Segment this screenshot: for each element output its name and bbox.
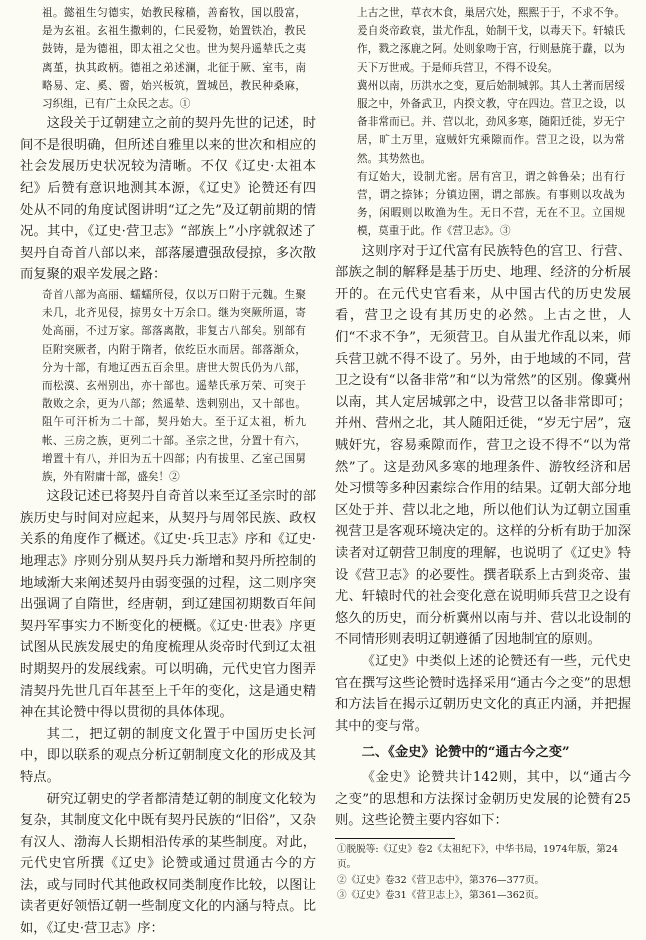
quote-jizhou-yinan: 冀州以南，历洪水之变，夏后始制城郭。其人土著而居绥服之中，外备武卫，内揆文教，守在四边。营卫之设，以备非常而已。并、营以北，劲风多寒，随阳迁徙，岁无宁居，旷土万里，寇贼奸宄乘隙而作。营卫之设，以为常然。其势然也。	[357, 79, 625, 165]
footnote-divider	[335, 838, 455, 839]
right-column	[335, 4, 631, 904]
footnote-1: ①脱脱等:《辽史》卷2《太祖纪下》，中华书局，1974年版，第24页。	[337, 844, 619, 871]
footnote-2: ②《辽史》卷32《营卫志中》，第376—377页。	[337, 874, 545, 886]
quote-taizu-ji: 祖。懿祖生匀德实，始教民稼穑，善畜牧，国以殷富，是为玄祖。玄祖生撒剌的，仁民爱物，始置铁冶，教民鼓铸，是为德祖，即太祖之父也。世为契丹遥辇氏之夷离堇，执其政柄。德祖之弟述澜，北征于厥、室韦，南略易、定、奚、霫，始兴板筑，置城邑，教民种桑麻，习织组，已有广土众民之志。①	[42, 7, 306, 111]
paragraph-xu-jieshi: 这则序对于辽代富有民族特色的宫卫、行营、部族之制的解释是基于历史、地理、经济的分析展开的。在元代史官看来，从中国古代的历史发展看，营卫之设有其历史的必然。上古之世，人们“不求不争”，无须营卫。自从蚩尤作乱以来，师兵营卫就不得不设了。另外，由于地域的不同，营卫之设有“以备非常”和“以为常然”的区别。像冀州以南，其人定居城郭之中，设营卫以备非常即可；并州、营州之北，其人随阳迁徙，“岁无宁居”，寇贼奸宄，容易乘隙而作，营卫之设不得不“以为常然”了。这是劲风多寒的地理条件、游牧经济和居处习惯等多种因素综合作用的结果。辽朝大部分地区处于并、营以北之地，所以他们认为辽朝立国重视营卫是客观环境决定的。这样的分析有助于加深读者对辽朝营卫制度的理解，也说明了《辽史》特设《营卫志》的必要性。撰者联系上古到炎帝、蚩尤、轩辕时代的社会变化意在说明师兵营卫之设有悠久的历史，而分析冀州以南与并、营以北设制的不同情形则表明辽朝遵循了因地制宜的原则。	[335, 243, 631, 648]
left-column	[20, 4, 316, 940]
quote-youliao-shida: 有辽始大，设制尤密。居有宫卫，谓之斡鲁朵；出有行营，谓之捺钵；分镇边圉，谓之部族。有事则以攻战为务，闲暇则以畋渔为生。无日不营，无在不卫。立国规模，莫重于此。作《营卫志》。③	[357, 170, 625, 238]
paragraph-yanjiu-liaochao: 研究辽朝史的学者都清楚辽朝的制度文化较为复杂，其制度文化中既有契丹民族的“旧俗”，又杂有汉人、渤海人长期相沿传承的某些制度。对此，元代史官所撰《辽史》论赞或通过贯通古今的方法，或与同时代其他政权同类制度作比较，以图让读者更好领悟辽朝一些制度文化的内涵与特点。比如，《辽史·营卫志》序：	[20, 791, 316, 937]
paragraph-jinshi-lunzan: 《金史》论赞共计142则，其中，以“通古今之变”的思想和方法探讨金朝历史发展的论赞有25则。这些论赞主要内容如下：	[335, 770, 631, 829]
quote-yingwei-buzu: 奇首八部为高丽、蠕蠕所侵，仅以万口附于元魏。生聚未几，北齐见侵，掠男女十万余口。继为突厥所逼，寄处高丽，不过万家。部落离散，非复古八部矣。别部有臣附突厥者，内附于隋者，依纥臣水而居。部落渐众，分为十部，有地辽西五百余里。唐世大贺氏仍为八部，而松漠、玄州别出，亦十部也。遥辇氏承万荣、可突于散败之余，更为八部；然遥辇、迭剌别出，又十部也。阻午可汗析为二十部，契丹始大。至于辽太祖，析九帐、三房之族，更列二十部。圣宗之世，分置十有六，增置十有八，并旧为五十四部；内有拔里、乙室己国舅族，外有附庸十部，盛矣！②	[42, 288, 306, 483]
footnote-3: ③《辽史》卷31《营卫志上》，第361—362页。	[337, 890, 545, 902]
paragraph-qidan-xianshi: 这段关于辽朝建立之前的契丹先世的记述，时间不是很明确，但所述自雅里以来的世次和相应的社会发展历史状况较为清晰。不仅《辽史·太祖本纪》后赞有意识地测其本源，《辽史》论赞还有四处从不同的角度试图讲明“辽之先”及辽朝前期的情况。其中，《辽史·营卫志》“部族上”小序就叙述了契丹自奇首八部以来，部落屡遭强敌侵掠，多次散而复聚的艰辛发展之路：	[20, 116, 316, 283]
paragraph-zhidu-wenhua: 其二，把辽朝的制度文化置于中国历史长河中，即以联系的观点分析辽朝制度文化的形成及其特点。	[20, 726, 316, 785]
section-heading: 二、《金史》论赞中的“通古今之变”	[361, 745, 570, 761]
paragraph-leisi-lunzan: 《辽史》中类似上述的论赞还有一些，元代史官在撰写这些论赞时选择采用“通古今之变”的思想和方法旨在揭示辽朝历史文化的真正内涵，并把握其中的变与常。	[335, 653, 631, 734]
quote-shanggu-zhishi: 上古之世，草衣木食，巢居穴处，熙熙于于，不求不争。爰自炎帝政衰，蚩尤作乱，始制干戈，以毒天下。轩辕氏作，戮之涿鹿之阿。处则象吻于宫，行则悬旄于纛，以为天下万世戒。于是师兵营卫，不得不设矣。	[357, 7, 625, 74]
paragraph-buzu-lishi: 这段记述已将契丹自奇首以来至辽圣宗时的部族历史与时间对应起来，从契丹与周邻民族、政权关系的角度作了概述。《辽史·兵卫志》序和《辽史·地理志》序则分别从契丹兵力渐增和契丹所控制的地域渐大来阐述契丹由弱变强的过程，这二则序突出强调了自隋世，经唐朝，到辽建国初期数百年间契丹军事实力不断变化的梗概。《辽史·世表》序更试图从民族发展史的角度梳理从炎帝时代到辽太祖时期契丹的发展线索。可以明确，元代史官力图弄清契丹先世几百年甚至上千年的变化，这是通史精神在其论赞中得以贯彻的具体体现。	[20, 489, 316, 721]
